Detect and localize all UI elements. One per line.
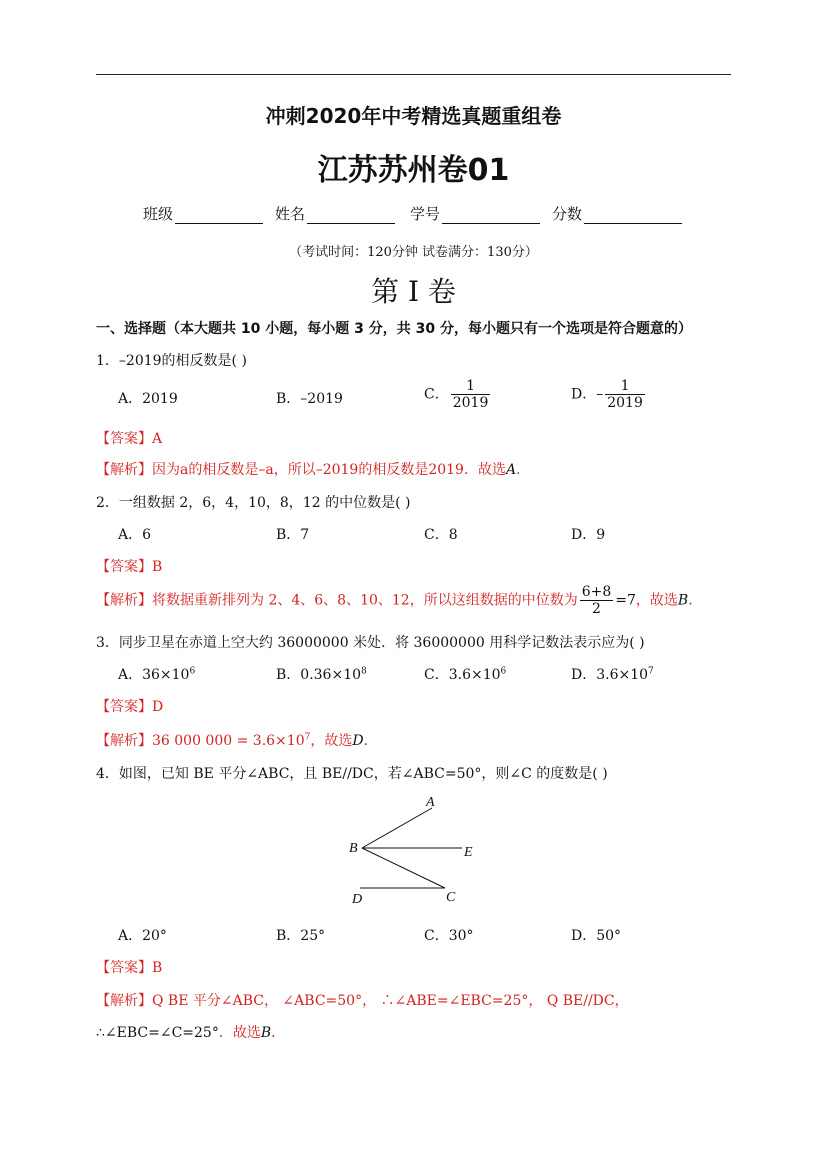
q1-option-d-prefix: D．– [571, 386, 604, 403]
segment-bc [362, 848, 445, 888]
name-label: 姓名 [275, 205, 306, 223]
q3-analysis-var: D [352, 733, 364, 749]
q3-answer: 【答案】D [96, 699, 164, 715]
label-c: C [446, 890, 456, 905]
q3-option-a-text: A．36×10 [118, 667, 190, 683]
header-rule [96, 74, 731, 75]
id-blank [442, 209, 540, 224]
section-title: 一、选择题（本大题共 10 小题，每小题 3 分，共 30 分，每小题只有一个选项是符合题意的） [96, 321, 692, 337]
q2-analysis-text2: ，故选 [635, 592, 678, 609]
label-e: E [464, 845, 473, 860]
id-field [410, 203, 540, 224]
question-3-stem: 3．同步卫星在赤道上空大约 36000000 米处．将 36000000 用科学记数法表示应为( ) [96, 635, 645, 651]
q3-option-b-exp: 8 [361, 666, 367, 677]
score-blank [584, 209, 682, 224]
q4-analysis-end: ． [271, 1025, 286, 1041]
q3-option-d-exp: 7 [648, 666, 654, 677]
q4-analysis-line1: 【解析】Q BE 平分∠ABC， ∠ABC=50°， ∴∠ABE=∠EBC=25°， Q BE//DC， [96, 993, 629, 1009]
q3-analysis-text: 36 000 000 = 3.6×10 [152, 733, 305, 749]
id-label: 学号 [410, 205, 441, 223]
q3-option-a-exp: 6 [189, 666, 196, 677]
q4-analysis-line2-a: ∴∠EBC=∠C=25° [96, 1025, 219, 1041]
name-field [275, 203, 395, 224]
q4-option-a: A．20° [118, 928, 167, 944]
q1-analysis-end: ． [516, 462, 531, 478]
q2-analysis [96, 584, 702, 617]
q4-option-c: C．30° [424, 928, 474, 944]
q1-answer: 【答案】A [96, 431, 163, 447]
q1-option-c [424, 378, 492, 411]
q2-frac-denominator: 2 [592, 601, 601, 618]
q3-option-c [424, 664, 506, 684]
segment-ba [362, 808, 432, 848]
q3-option-c-exp: 6 [500, 666, 507, 677]
q2-option-b: B．7 [276, 527, 310, 543]
question-4-stem: 4．如图，已知 BE 平分∠ABC，且 BE//DC，若∠ABC=50°，则∠C 的度数是( ) [96, 766, 608, 782]
exam-note: （考试时间：120分钟 试卷满分：130分） [289, 245, 538, 260]
q1-option-a: A．2019 [118, 391, 178, 407]
q3-option-b-text: B．0.36×10 [276, 667, 362, 683]
q3-analysis-exp: 7 [304, 732, 311, 743]
q3-analysis-end: ． [363, 733, 378, 749]
label-d: D [352, 892, 363, 907]
label-a: A [426, 795, 435, 810]
q3-analysis [96, 730, 378, 750]
class-field [143, 203, 263, 224]
paper-subtitle: 江苏苏州卷01 [317, 153, 510, 188]
q2-frac-result: =7 [615, 592, 636, 609]
name-blank [307, 209, 395, 224]
question-1-stem: 1．–2019的相反数是( ) [96, 353, 247, 369]
q2-option-d: D．9 [571, 527, 606, 543]
score-label: 分数 [552, 205, 583, 223]
q2-option-a: A．6 [118, 527, 152, 543]
q3-option-c-text: C．3.6×10 [424, 667, 501, 683]
q4-figure [340, 790, 480, 908]
q4-option-d: D．50° [571, 928, 622, 944]
score-field [552, 203, 682, 224]
label-b: B [349, 841, 358, 856]
q1-option-b: B．–2019 [276, 391, 343, 407]
q2-frac-numerator: 6+8 [581, 584, 612, 600]
q2-analysis-text: 将数据重新排列为 2、4、6、8、10、12，所以这组数据的中位数为 [152, 592, 578, 609]
q2-answer: 【答案】B [96, 559, 163, 575]
q2-analysis-var: B [677, 592, 689, 609]
q3-analysis-text2: ，故选 [310, 733, 353, 749]
class-blank [175, 209, 263, 224]
q4-analysis-line2 [96, 1022, 285, 1042]
q3-option-d [571, 664, 654, 684]
q1-c-denominator: 2019 [452, 395, 489, 412]
q4-analysis-line2-b: ．故选 [218, 1025, 261, 1041]
q1-analysis-var: A [505, 462, 517, 478]
q3-option-a [118, 664, 195, 684]
q1-d-numerator: 1 [605, 378, 645, 395]
q4-analysis-var: B [260, 1025, 272, 1041]
q1-analysis-lead: 【解析】 [96, 462, 152, 478]
q2-option-c: C．8 [424, 527, 458, 543]
class-label: 班级 [143, 205, 174, 223]
q4-option-b: B．25° [276, 928, 326, 944]
q2-analysis-end: ． [688, 592, 703, 609]
q3-analysis-lead: 【解析】 [96, 733, 152, 749]
question-2-stem: 2．一组数据 2，6，4，10，8，12 的中位数是( ) [96, 495, 411, 511]
q1-option-d [571, 378, 647, 411]
q2-analysis-lead: 【解析】 [96, 592, 152, 609]
q3-option-b [276, 664, 367, 684]
q1-option-c-prefix: C． [424, 386, 449, 403]
q1-analysis [96, 459, 530, 479]
q4-answer: 【答案】B [96, 960, 163, 976]
q1-analysis-text: 因为a的相反数是–a，所以–2019的相反数是2019．故选 [152, 462, 506, 478]
paper-title: 冲刺2020年中考精选真题重组卷 [265, 104, 562, 128]
q3-option-d-text: D．3.6×10 [571, 667, 649, 683]
q1-d-denominator: 2019 [607, 395, 643, 412]
volume-title: 第 I 卷 [371, 275, 456, 308]
q1-c-numerator: 1 [451, 378, 491, 395]
